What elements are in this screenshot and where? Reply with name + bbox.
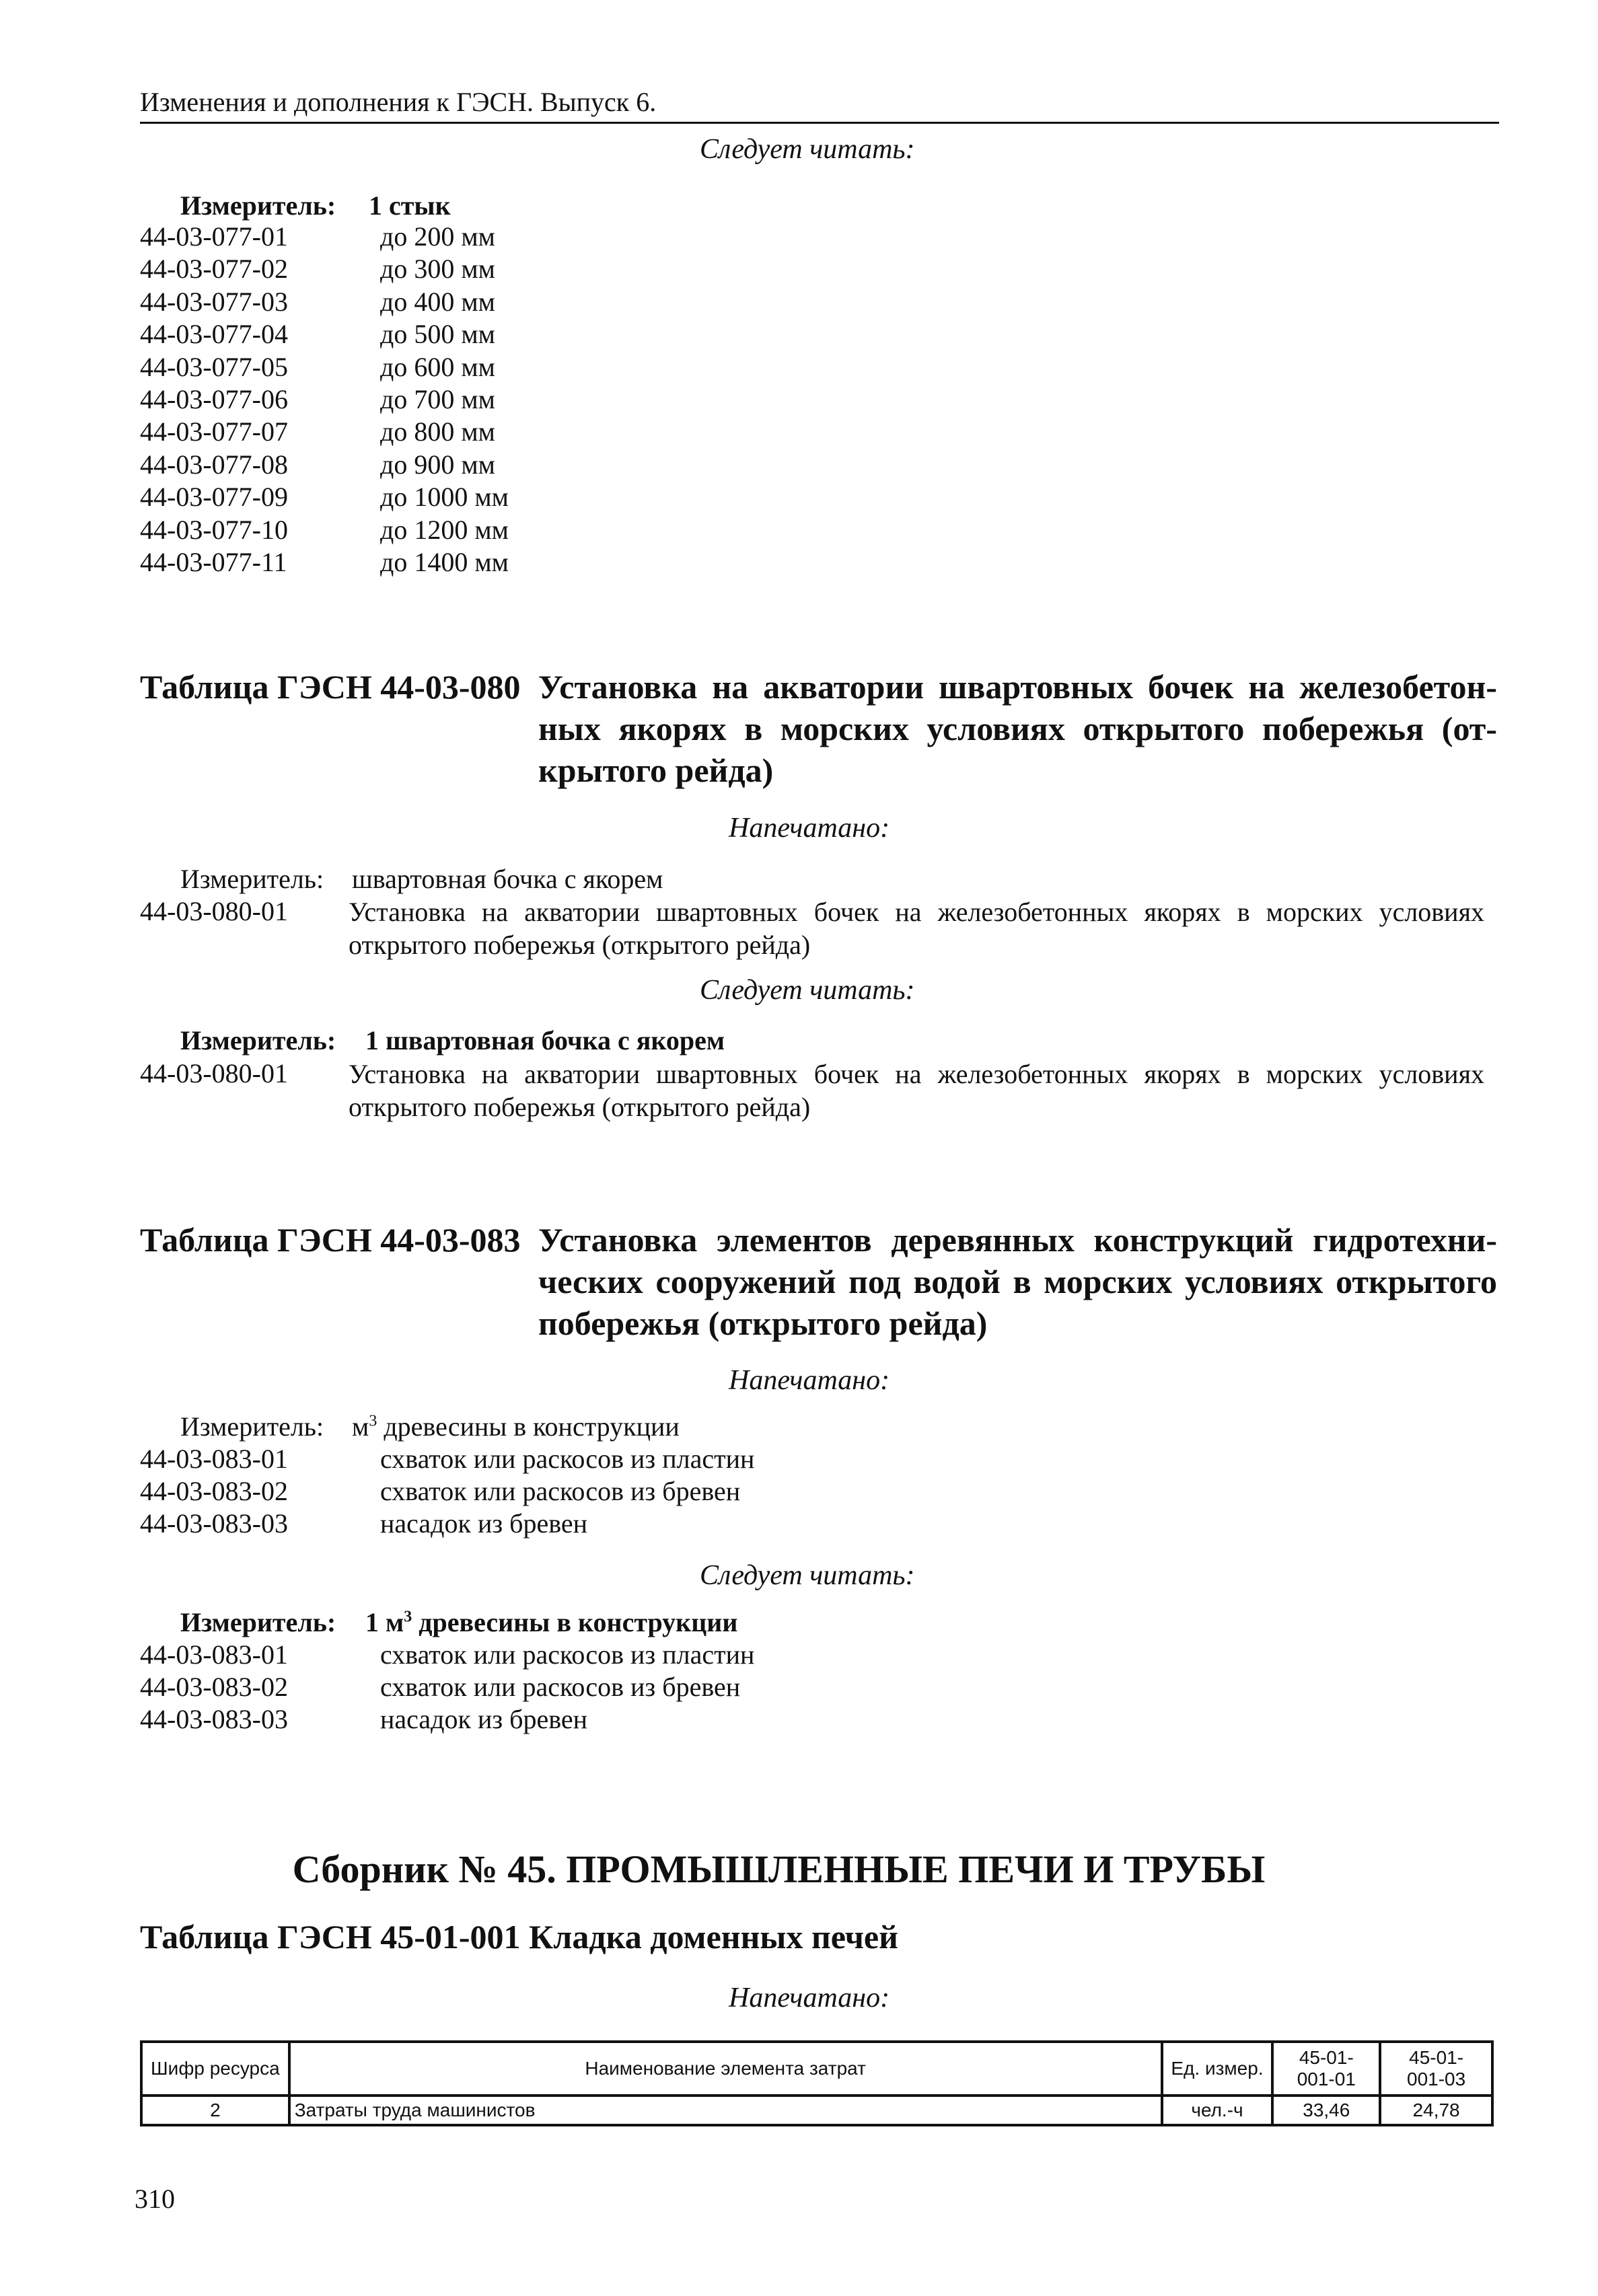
resource-description: до 900 мм [380, 449, 495, 480]
header-rule [140, 122, 1499, 124]
resource-description: до 600 мм [380, 351, 495, 382]
read-label: Следует читать: [700, 134, 915, 165]
resource-code: 44-03-083-02 [140, 1476, 288, 1506]
meter-value: 1 $м^3$ древесины в конструкции [365, 1607, 738, 1637]
resource-description: насадок из бревен [380, 1704, 588, 1734]
resource-code: 44-03-083-03 [140, 1704, 288, 1734]
cell-name: Затраты труда машинистов [289, 2096, 1162, 2125]
cell-value-1: 33,46 [1272, 2096, 1380, 2125]
resource-code: 44-03-077-09 [140, 482, 288, 513]
resource-code: 44-03-083-03 [140, 1508, 288, 1539]
section-heading [0, 1847, 1598, 1892]
resource-description: до 500 мм [380, 319, 495, 350]
resource-code: 44-03-080-01 [140, 1058, 288, 1088]
resource-description: до 800 мм [380, 416, 495, 447]
resource-code: 44-03-077-04 [140, 319, 288, 350]
printed-label: Напечатано: [729, 1983, 890, 2013]
table-label: Таблица ГЭСН 44-03-083 [140, 1221, 521, 1259]
resource-code: 44-03-083-01 [140, 1639, 288, 1670]
resource-code: 44-03-077-01 [140, 221, 288, 252]
resource-code: 44-03-080-01 [140, 896, 288, 926]
meter-value: 1 швартовная бочка с якорем [365, 1025, 725, 1056]
table-row [141, 2096, 1492, 2125]
resource-code: 44-03-077-08 [140, 449, 288, 480]
col-header-code: Шифр ресурса [141, 2042, 289, 2096]
read-label: Следует читать: [700, 975, 915, 1006]
meter-value: 1 стык [369, 190, 451, 221]
meter-label: Измеритель: [180, 190, 336, 221]
section-heading-text: Сборник № 45. ПРОМЫШЛЕННЫЕ ПЕЧИ И ТРУБЫ [292, 1847, 1266, 1891]
resource-code: 44-03-077-07 [140, 416, 288, 447]
resource-code: 44-03-077-05 [140, 351, 288, 382]
resource-description: схваток или раскосов из бревен [380, 1672, 741, 1702]
resource-code: 44-03-077-06 [140, 384, 288, 414]
resource-description: до 1200 мм [380, 514, 509, 545]
printed-label: Напечатано: [729, 1365, 890, 1396]
resource-description: до 1000 мм [380, 482, 509, 513]
resource-description: до 400 мм [380, 286, 495, 317]
resource-code: 44-03-077-03 [140, 286, 288, 317]
cell-unit: чел.-ч [1162, 2096, 1273, 2125]
col-header-name: Наименование элемента затрат [289, 2042, 1162, 2096]
resource-description: до 700 мм [380, 384, 495, 414]
table-title-text: Установка элементов деревянных конструкций гидротехни-ческих сооружений под водой в морских условиях открытого побережья (открытого рейда) [538, 1221, 1497, 1342]
page-number: 310 [135, 2184, 175, 2214]
meter-label: Измеритель: [180, 1607, 336, 1637]
resource-code: 44-03-083-02 [140, 1672, 288, 1702]
resource-code: 44-03-077-10 [140, 514, 288, 545]
table-label: Таблица ГЭСН 44-03-080 [140, 668, 521, 706]
meter-label: Измеритель: [180, 1025, 336, 1056]
resource-code: 44-03-077-02 [140, 254, 288, 285]
resource-description: до 300 мм [380, 254, 495, 285]
resource-description: Установка на акватории швартовных бочек на железобетонных якорях в морских условиях открытого побережья (открытого рейда) [349, 1059, 1484, 1122]
resource-description: Установка на акватории швартовных бочек на железобетонных якорях в морских условиях открытого побережья (открытого рейда) [349, 897, 1484, 960]
table-title-text: Установка на акватории швартовных бочек на железобетон-ных якорях в морских условиях открытого побережья (от-крытого рейда) [538, 668, 1497, 789]
col-header-45-01-001-01: 45-01- 001-01 [1272, 2042, 1380, 2096]
resource-code: 44-03-083-01 [140, 1444, 288, 1474]
resource-description: до 200 мм [380, 221, 495, 252]
table-header-row [141, 2042, 1492, 2096]
resource-description: до 1400 мм [380, 547, 509, 577]
resource-description: схваток или раскосов из пластин [380, 1444, 755, 1474]
running-head: Изменения и дополнения к ГЭСН. Выпуск 6. [140, 87, 657, 117]
meter-value: $м^3$ древесины в конструкции [352, 1411, 680, 1442]
meter-label: Измеритель: [180, 1411, 324, 1442]
resource-description: схваток или раскосов из бревен [380, 1476, 741, 1506]
table-title-45-01-001: Таблица ГЭСН 45-01-001 Кладка доменных печей [140, 1918, 898, 1956]
printed-label: Напечатано: [729, 813, 890, 844]
resource-table [140, 2040, 1494, 2126]
table-title-44-03-080 [140, 666, 1499, 801]
meter-label: Измеритель: [180, 864, 324, 894]
resource-description: насадок из бревен [380, 1508, 588, 1539]
read-label: Следует читать: [700, 1560, 915, 1591]
col-header-45-01-001-03: 45-01- 001-03 [1380, 2042, 1492, 2096]
col-header-unit: Ед. измер. [1162, 2042, 1273, 2096]
cell-value-2: 24,78 [1380, 2096, 1492, 2125]
resource-description: схваток или раскосов из пластин [380, 1639, 755, 1670]
table-title-44-03-083 [140, 1219, 1499, 1354]
cell-code: 2 [141, 2096, 289, 2125]
meter-value: швартовная бочка с якорем [352, 864, 663, 894]
resource-code: 44-03-077-11 [140, 547, 287, 577]
